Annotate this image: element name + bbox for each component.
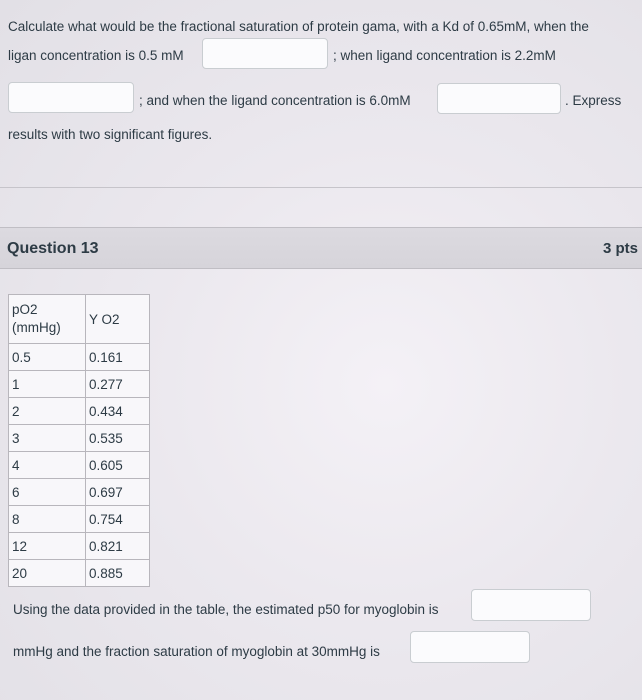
answer-input-2.2mM[interactable] <box>8 82 134 113</box>
table-header-row <box>9 295 150 344</box>
table-row <box>9 344 150 371</box>
question-12-text-line2: ligan concentration is 0.5 mM <box>8 48 184 63</box>
question-12-text-line4: results with two significant figures. <box>8 127 213 142</box>
table-cell-yo2: 0.821 <box>86 533 150 560</box>
table-header-po2: pO2 (mmHg) <box>9 295 86 344</box>
table-cell-po2: 2 <box>9 398 86 425</box>
question-12-text-line2-mid: ; when ligand concentration is 2.2mM <box>333 48 556 63</box>
answer-input-fraction-saturation[interactable] <box>410 631 530 663</box>
question-13-title: Question 13 <box>7 240 99 257</box>
question-12-text-line1: Calculate what would be the fractional saturation of protein gama, with a Kd of 0.65mM, when the <box>8 19 589 34</box>
table-cell-po2: 1 <box>9 371 86 398</box>
table-row <box>9 479 150 506</box>
table-cell-yo2: 0.161 <box>86 344 150 371</box>
table-row <box>9 560 150 587</box>
table-header-yo2: Y O2 <box>86 295 150 344</box>
table-row <box>9 398 150 425</box>
answer-input-6.0mM[interactable] <box>437 83 561 114</box>
table-cell-po2: 3 <box>9 425 86 452</box>
table-row <box>9 452 150 479</box>
table-cell-yo2: 0.277 <box>86 371 150 398</box>
table-row <box>9 533 150 560</box>
po2-saturation-table <box>8 294 150 587</box>
table-cell-yo2: 0.754 <box>86 506 150 533</box>
table-row <box>9 506 150 533</box>
question-13-header <box>0 227 642 269</box>
table-cell-po2: 8 <box>9 506 86 533</box>
table-cell-po2: 20 <box>9 560 86 587</box>
question-12-text-line3-suffix: . Express <box>565 93 622 108</box>
table-cell-yo2: 0.885 <box>86 560 150 587</box>
table-cell-po2: 6 <box>9 479 86 506</box>
question-divider <box>0 187 642 188</box>
question-13-fraction-text: mmHg and the fraction saturation of myoglobin at 30mmHg is <box>13 644 380 659</box>
question-13-points: 3 pts <box>602 240 638 257</box>
table-cell-yo2: 0.535 <box>86 425 150 452</box>
question-12-text-line3-mid: ; and when the ligand concentration is 6.0mM <box>139 93 411 108</box>
table-cell-po2: 4 <box>9 452 86 479</box>
table-cell-po2: 0.5 <box>9 344 86 371</box>
table-cell-po2: 12 <box>9 533 86 560</box>
table-cell-yo2: 0.605 <box>86 452 150 479</box>
table-cell-yo2: 0.697 <box>86 479 150 506</box>
table-row <box>9 371 150 398</box>
table-cell-yo2: 0.434 <box>86 398 150 425</box>
answer-input-p50[interactable] <box>471 589 591 621</box>
table-row <box>9 425 150 452</box>
answer-input-0.5mM[interactable] <box>202 38 328 69</box>
question-13-p50-text: Using the data provided in the table, the estimated p50 for myoglobin is <box>13 602 439 617</box>
